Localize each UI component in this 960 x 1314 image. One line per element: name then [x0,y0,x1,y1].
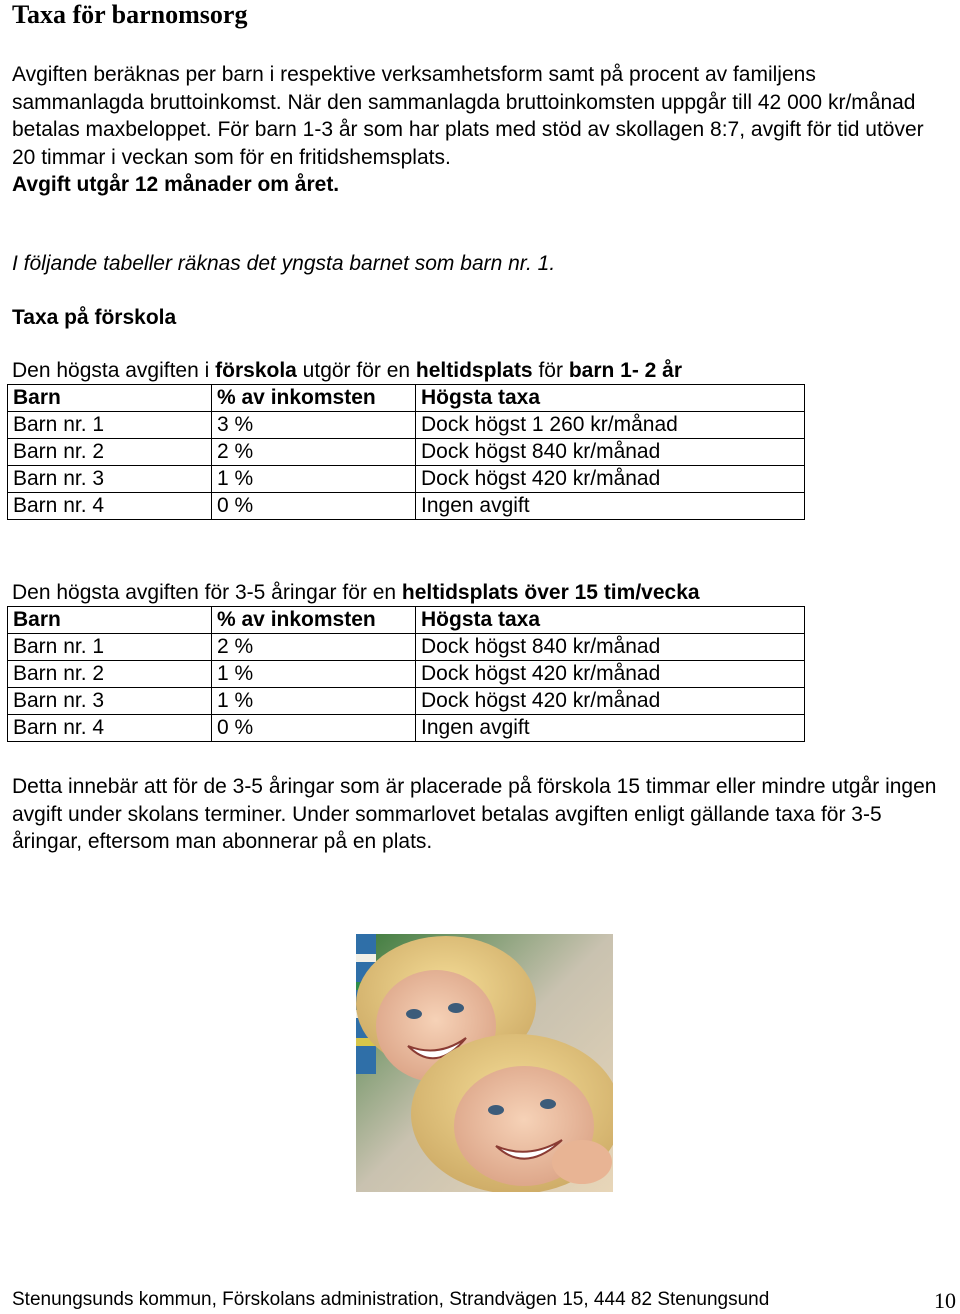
cell-child: Barn nr. 4 [8,715,212,742]
children-photo [356,934,613,1192]
cell-max: Dock högst 420 kr/månad [416,661,805,688]
fee-table-2 [7,606,805,742]
header-percent: % av inkomsten [212,607,416,634]
cell-child: Barn nr. 2 [8,661,212,688]
header-barn: Barn [8,607,212,634]
page-number: 10 [934,1288,956,1313]
cell-child: Barn nr. 4 [8,493,212,520]
cell-percent: 3 % [212,412,416,439]
table2-caption: Den högsta avgiften för 3-5 åringar för en heltidsplats över 15 tim/vecka [12,581,700,604]
cell-child: Barn nr. 1 [8,634,212,661]
cell-child: Barn nr. 3 [8,688,212,715]
cell-percent: 1 % [212,466,416,493]
cell-percent: 1 % [212,688,416,715]
intro-bold-line: Avgift utgår 12 månader om året. [12,173,340,196]
table-row [8,688,805,715]
cell-percent: 0 % [212,715,416,742]
cell-percent: 2 % [212,634,416,661]
table-row [8,493,805,520]
table1-caption: Den högsta avgiften i förskola utgör för en heltidsplats för barn 1- 2 år [12,359,683,382]
summary-paragraph: Detta innebär att för de 3-5 åringar som är placerade på förskola 15 timmar eller mindre utgår ingen avgift under skolans terminer. Under sommarlovet betalas avgiften enligt gällande taxa för 3-5 åringar, eftersom man abonnerar på en plats. [12,775,937,853]
header-barn: Barn [8,385,212,412]
header-percent: % av inkomsten [212,385,416,412]
header-max: Högsta taxa [416,385,805,412]
cell-max: Ingen avgift [416,493,805,520]
cell-percent: 2 % [212,439,416,466]
fee-table-1 [7,384,805,520]
intro-paragraph [12,61,952,199]
cell-percent: 1 % [212,661,416,688]
cell-max: Dock högst 420 kr/månad [416,466,805,493]
cell-percent: 0 % [212,493,416,520]
intro-text: Avgiften beräknas per barn i respektive verksamhetsform samt på procent av familjens sammanlagda bruttoinkomst. När den sammanlagda bruttoinkomsten uppgår till 42 000 kr/månad betalas maxbeloppet. För barn 1-3 år som har plats med stöd av skollagen 8:7, avgift för tid utöver 20 timmar i veckan som för en fritidshemsplats. [12,63,924,169]
table-row [8,412,805,439]
cell-max: Dock högst 1 260 kr/månad [416,412,805,439]
table-row [8,439,805,466]
table-row [8,661,805,688]
table-header-row [8,607,805,634]
youngest-child-note: I följande tabeller räknas det yngsta barnet som barn nr. 1. [12,252,556,275]
cell-max: Dock högst 420 kr/månad [416,688,805,715]
table-row [8,634,805,661]
table-row [8,466,805,493]
page-heading: Taxa för barnomsorg [12,0,248,29]
cell-max: Dock högst 840 kr/månad [416,634,805,661]
header-max: Högsta taxa [416,607,805,634]
table-header-row [8,385,805,412]
page-footer: Stenungsunds kommun, Förskolans administration, Strandvägen 15, 444 82 Stenungsund [12,1289,770,1310]
cell-child: Barn nr. 3 [8,466,212,493]
cell-max: Ingen avgift [416,715,805,742]
table-row [8,715,805,742]
cell-max: Dock högst 840 kr/månad [416,439,805,466]
cell-child: Barn nr. 2 [8,439,212,466]
cell-child: Barn nr. 1 [8,412,212,439]
section-title: Taxa på förskola [12,306,177,329]
